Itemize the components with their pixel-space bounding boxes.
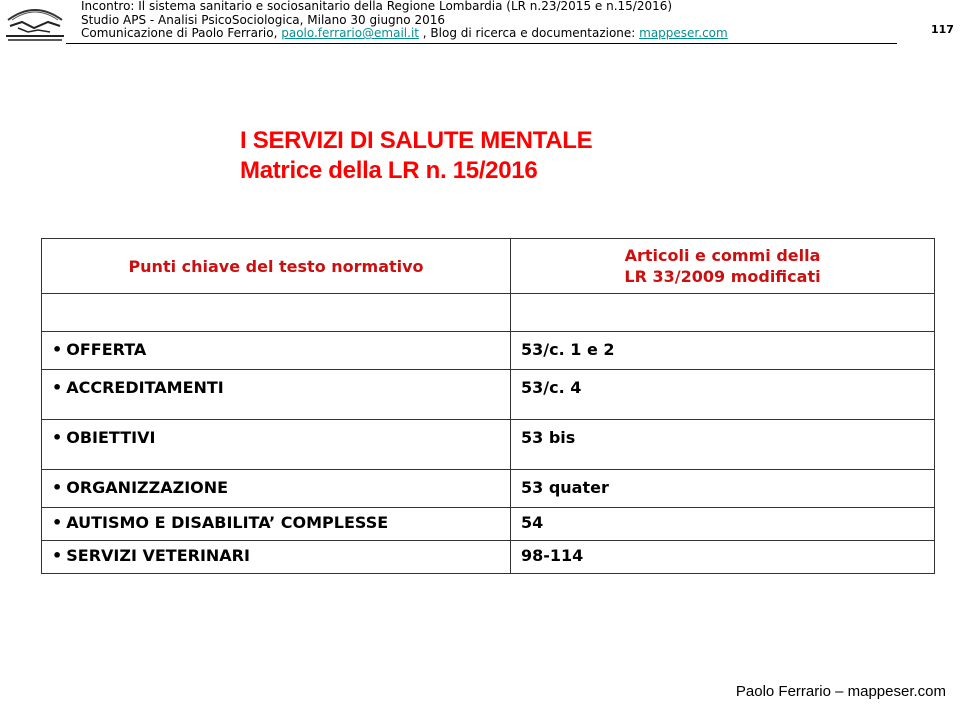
table-row [42, 508, 935, 541]
header-event-line: Incontro: Il sistema sanitario e sociosanitario della Regione Lombardia (LR n.23/2015 e n.15/2016) [81, 0, 673, 13]
row-key-point-label: SERVIZI VETERINARI [66, 546, 250, 565]
page-number: 117 [931, 23, 954, 36]
row-key-point-label: AUTISMO E DISABILITA’ COMPLESSE [66, 513, 389, 532]
header-author-prefix: Comunicazione di Paolo Ferrario, [81, 26, 282, 40]
bullet-icon: • [52, 340, 63, 359]
row-article: 53 quater [511, 470, 935, 508]
row-article: 98-114 [511, 541, 935, 574]
row-key-point [42, 420, 511, 470]
bullet-icon: • [52, 428, 63, 447]
row-article: 53/c. 1 e 2 [511, 332, 935, 370]
row-article [511, 294, 935, 332]
table-row [42, 294, 935, 332]
row-key-point-label: OFFERTA [66, 340, 147, 359]
header-author-line [81, 27, 728, 41]
handshake-logo-icon [4, 2, 66, 44]
header-blog-prefix: , Blog di ricerca e documentazione: [418, 26, 640, 40]
row-article: 53 bis [511, 420, 935, 470]
table-row [42, 332, 935, 370]
bullet-icon: • [52, 478, 63, 497]
row-key-point [42, 541, 511, 574]
bullet-icon: • [52, 513, 63, 532]
row-key-point [42, 508, 511, 541]
row-key-point-label: ACCREDITAMENTI [66, 378, 224, 397]
row-key-point [42, 370, 511, 420]
blog-link[interactable]: mappeser.com [639, 26, 728, 40]
bullet-icon: • [52, 378, 63, 397]
header-divider [66, 43, 897, 44]
header-key-points: Punti chiave del testo normativo [42, 239, 511, 294]
footer-credit: Paolo Ferrario – mappeser.com [735, 683, 946, 700]
title-line-1: I SERVIZI DI SALUTE MENTALE [240, 127, 593, 154]
slide-title [240, 126, 592, 186]
bullet-icon: • [52, 546, 63, 565]
table-row [42, 370, 935, 420]
header-articles-line-2: LR 33/2009 modificati [624, 267, 821, 286]
author-email-link[interactable]: paolo.ferrario@email.it [281, 26, 419, 40]
row-article: 53/c. 4 [511, 370, 935, 420]
slide-header [81, 0, 728, 41]
row-key-point [42, 332, 511, 370]
title-line-2: Matrice della LR n. 15/2016 [240, 157, 538, 184]
row-key-point [42, 294, 511, 332]
matrix-table [41, 238, 935, 574]
table-row [42, 420, 935, 470]
table-header-row [42, 239, 935, 294]
row-key-point [42, 470, 511, 508]
row-key-point-label: OBIETTIVI [66, 428, 156, 447]
table-row [42, 541, 935, 574]
header-studio-line: Studio APS - Analisi PsicoSociologica, Milano 30 giugno 2016 [81, 12, 445, 27]
table-row [42, 470, 935, 508]
header-articles-line-1: Articoli e commi della [624, 246, 821, 265]
row-key-point-label: ORGANIZZAZIONE [66, 478, 229, 497]
header-articles [511, 239, 935, 294]
row-article: 54 [511, 508, 935, 541]
